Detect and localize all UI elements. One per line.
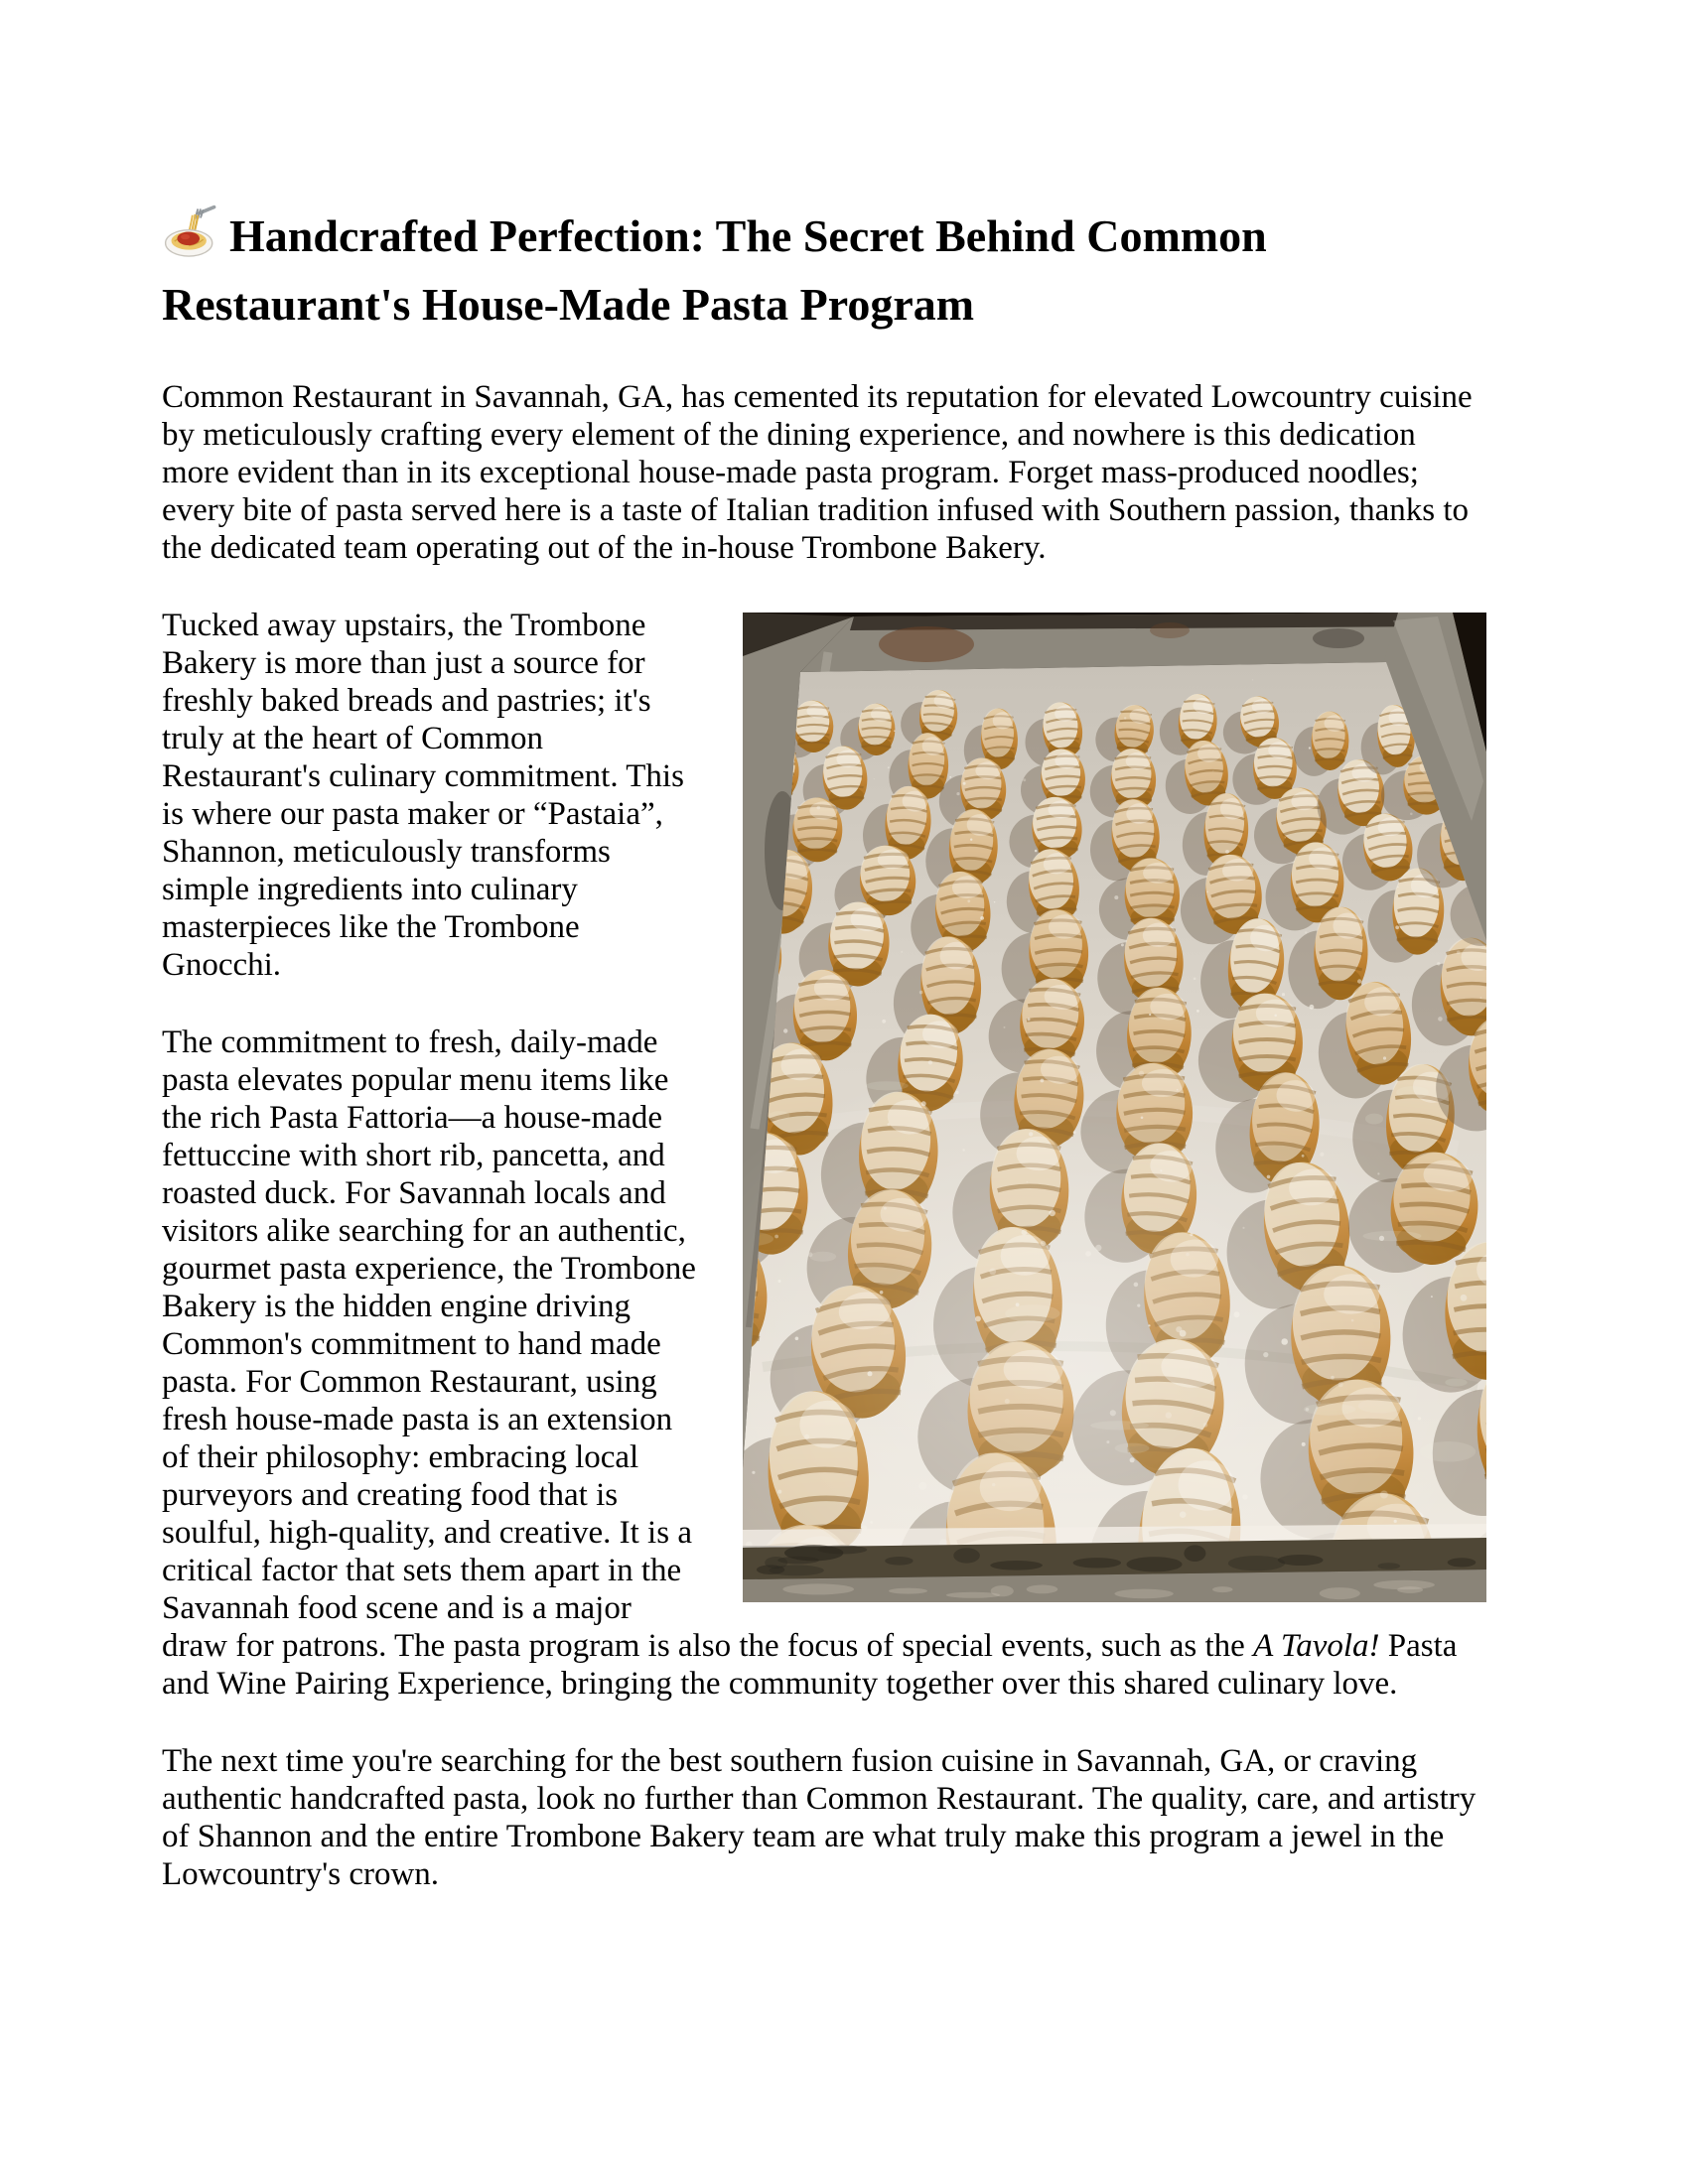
gnocchi-photo <box>743 613 1486 1602</box>
document-page <box>162 0 1486 1893</box>
paragraph-closing: The next time you're searching for the best southern fusion cuisine in Savannah, GA, or craving authentic handcrafted pasta, look no further than Common Restaurant. The quality, care, and artistry of Shannon and the entire Trombone Bakery team are what truly make this program a jewel in the Lowcountry's crown. <box>162 1743 1477 1892</box>
spaghetti-emoji <box>162 204 219 261</box>
paragraph-bakery-text: Tucked away upstairs, the Trombone Bakery is more than just a source for freshly baked breads and pastries; it's truly at the heart of Common Restaurant's culinary commitment. This is where our pasta maker or “Pastaia”, Shannon, meticulously transforms simple ingredients into culinary masterpieces like the Trombone Gnocchi. <box>162 608 684 983</box>
article-title-text: Handcrafted Perfection: The Secret Behind Common Restaurant's House-Made Pasta Program <box>162 210 1267 330</box>
paragraph-pasta-program-text: The commitment to fresh, daily-made pasta elevates popular menu items like the rich Pasta Fattoria—a house-made fettuccine with short rib, pancetta, and roasted duck. For Savannah locals and visitors alike searching for an authentic, gourmet pasta experience, the Trombone Bakery is the hidden engine driving Common's commitment to hand made pasta. For Common Restaurant, using fresh house-made pasta is an extension of their philosophy: embracing local purveyors and creating food that is soulful, high-quality, and creative. It is a critical factor that sets them apart in the Savannah food scene and is a major draw for patrons. The pasta program is also the focus of special events, such as the <box>162 1024 1254 1664</box>
paragraph-intro: Common Restaurant in Savannah, GA, has cemented its reputation for elevated Lowcountry cuisine by meticulously crafting every element of the dining experience, and nowhere is this dedication more evident than in its exceptional house-made pasta program. Forget mass-produced noodles; every bite of pasta served here is a taste of Italian tradition infused with Southern passion, thanks to the dedicated team operating out of the in-house Trombone Bakery. <box>162 379 1473 566</box>
event-name-italic: A Tavola! <box>1253 1628 1380 1664</box>
article-title <box>162 202 1486 339</box>
paragraph-bakery <box>162 607 1486 984</box>
paragraph-pasta-program-text-2: Pasta and Wine Pairing Experience, bringing the community together over this shared culinary love. <box>162 1628 1458 1702</box>
